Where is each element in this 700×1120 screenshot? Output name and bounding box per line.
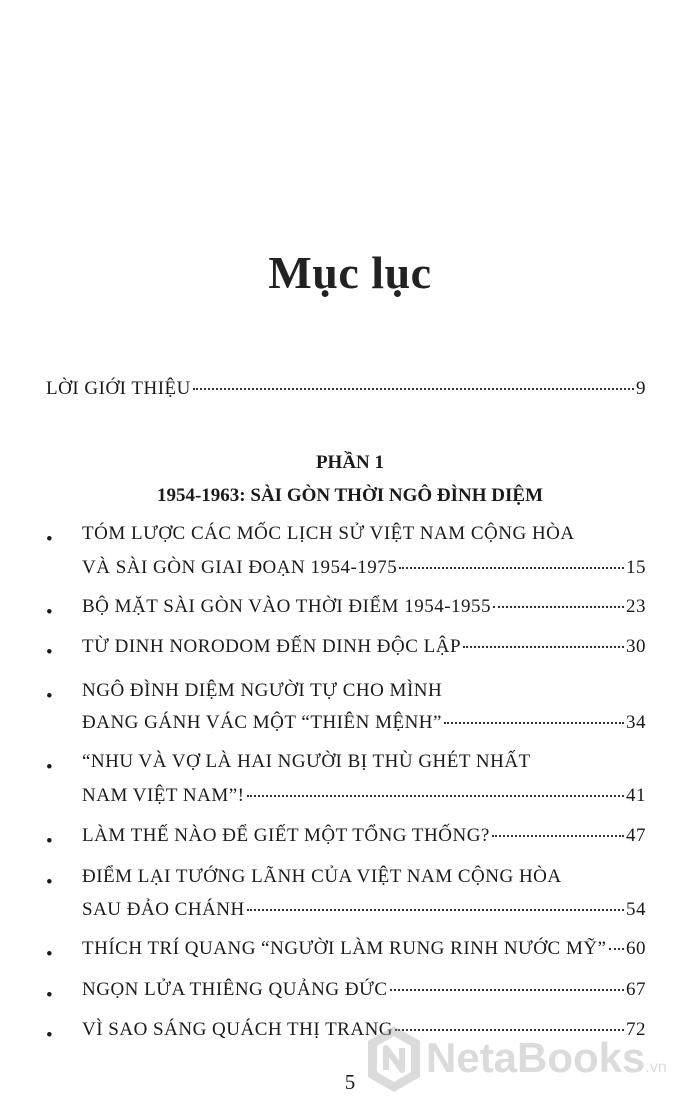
- toc-page-number: 15: [626, 557, 646, 578]
- toc-entry[interactable]: [82, 557, 646, 579]
- toc-entry[interactable]: [82, 712, 646, 734]
- toc-entry[interactable]: [82, 596, 646, 618]
- dot-leader: [399, 567, 624, 569]
- toc-page-number: 54: [626, 899, 646, 920]
- toc-entry-line2: SAU ĐẢO CHÁNH: [82, 899, 245, 920]
- dot-leader: [193, 388, 634, 390]
- toc-entry-line2: VÀ SÀI GÒN GIAI ĐOẠN 1954-1975: [82, 557, 398, 578]
- toc-entry-title: TỪ DINH NORODOM ĐẾN DINH ĐỘC LẬP: [82, 636, 462, 657]
- bullet: •: [46, 1025, 53, 1046]
- toc-entry-line1[interactable]: “NHU VÀ VỢ LÀ HAI NGƯỜI BỊ THÙ GHÉT NHẤT: [82, 751, 531, 772]
- toc-entry-title: THÍCH TRÍ QUANG “NGƯỜI LÀM RUNG RINH NƯỚC MỸ”: [82, 938, 607, 959]
- dot-leader: [493, 606, 624, 608]
- toc-page-number: 72: [626, 1019, 646, 1040]
- toc-page-number: 30: [626, 636, 646, 657]
- toc-entry-line2: NAM VIỆT NAM”!: [82, 785, 245, 806]
- toc-entry[interactable]: [82, 825, 646, 847]
- toc-page-number: 60: [626, 938, 646, 959]
- toc-entry[interactable]: [82, 979, 646, 1001]
- toc-entry-title: LỜI GIỚI THIỆU: [46, 378, 191, 399]
- bullet: •: [46, 686, 53, 707]
- watermark-text: [426, 1034, 667, 1082]
- bullet: •: [46, 985, 53, 1006]
- dot-leader: [247, 909, 624, 911]
- toc-page-number: 47: [626, 825, 646, 846]
- toc-entry-line1[interactable]: TÓM LƯỢC CÁC MỐC LỊCH SỬ VIỆT NAM CỘNG HÒA: [82, 523, 575, 544]
- toc-entry-title: LÀM THẾ NÀO ĐỂ GIẾT MỘT TỔNG THỐNG?: [82, 825, 490, 846]
- toc-entry-line1[interactable]: ĐIỂM LẠI TƯỚNG LÃNH CỦA VIỆT NAM CỘNG HÒA: [82, 866, 562, 887]
- toc-page-number: 23: [626, 596, 646, 617]
- dot-leader: [444, 722, 624, 724]
- bullet: •: [46, 602, 53, 623]
- bullet: •: [46, 642, 53, 663]
- toc-page-number: 34: [626, 712, 646, 733]
- toc-entry[interactable]: [82, 785, 646, 807]
- toc-entry-intro[interactable]: [46, 378, 646, 400]
- part-label: PHẦN 1: [315, 452, 385, 473]
- dot-leader: [492, 835, 624, 837]
- dot-leader: [463, 646, 624, 648]
- bullet: •: [46, 529, 53, 550]
- bullet: •: [46, 944, 53, 965]
- toc-page-number: 9: [636, 378, 646, 399]
- watermark-suffix: .vn: [645, 1059, 667, 1076]
- bullet: •: [46, 831, 53, 852]
- toc-entry[interactable]: [82, 899, 646, 921]
- toc-entry-title: NGỌN LỬA THIÊNG QUẢNG ĐỨC: [82, 979, 388, 1000]
- toc-entry-title: BỘ MẶT SÀI GÒN VÀO THỜI ĐIỂM 1954-1955: [82, 596, 492, 617]
- dot-leader: [390, 989, 624, 991]
- part-subtitle: 1954-1963: SÀI GÒN THỜI NGÔ ĐÌNH DIỆM: [156, 485, 543, 506]
- dot-leader: [247, 795, 624, 797]
- toc-page-number: 41: [626, 785, 646, 806]
- watermark: [364, 1020, 694, 1100]
- page-title: Mục lục: [268, 247, 432, 298]
- toc-entry-title: VÌ SAO SÁNG QUÁCH THỊ TRANG: [82, 1019, 394, 1040]
- toc-entry-line1[interactable]: NGÔ ĐÌNH DIỆM NGƯỜI TỰ CHO MÌNH: [82, 680, 443, 701]
- toc-entry[interactable]: [82, 938, 646, 960]
- toc-entry[interactable]: [82, 636, 646, 658]
- bullet: •: [46, 872, 53, 893]
- page-number: 5: [344, 1070, 356, 1094]
- toc-entry-line2: ĐANG GÁNH VÁC MỘT “THIÊN MỆNH”: [82, 712, 442, 733]
- dot-leader: [609, 948, 625, 950]
- toc-page-number: 67: [626, 979, 646, 1000]
- watermark-brand: NetaBooks: [426, 1034, 646, 1081]
- bullet: •: [46, 757, 53, 778]
- netabooks-logo-icon: [364, 1024, 424, 1094]
